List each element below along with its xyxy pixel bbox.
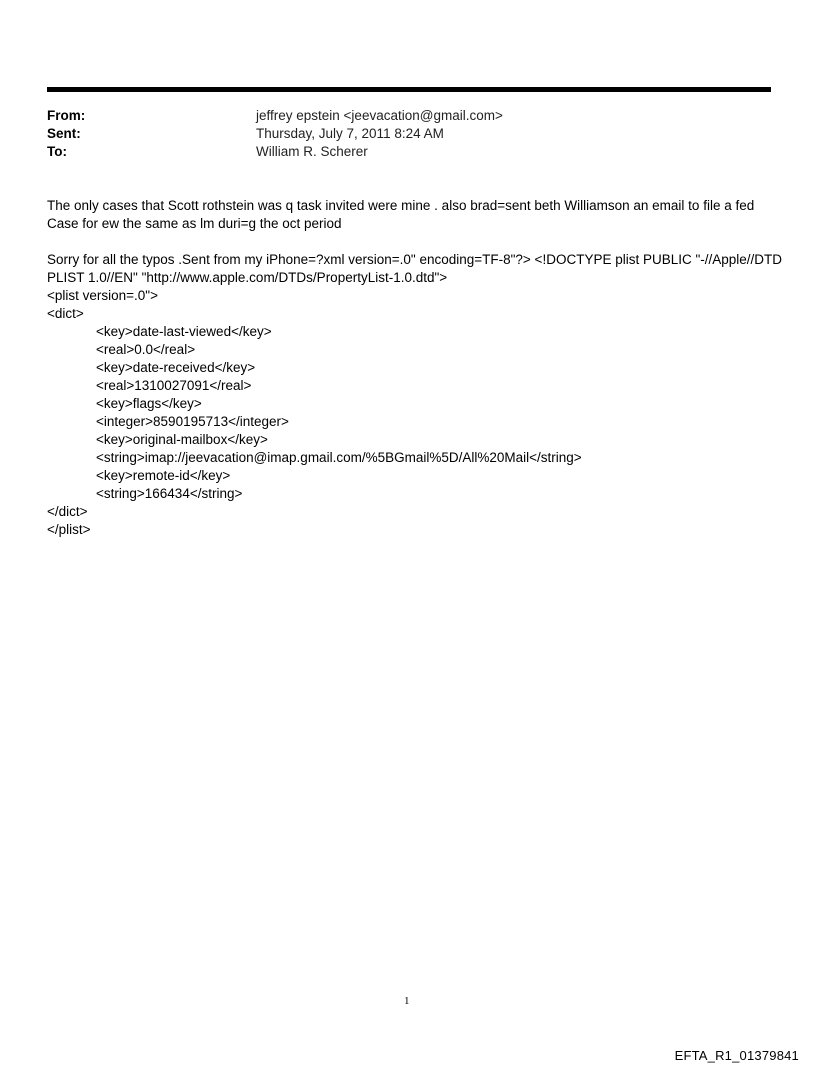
from-label: From: xyxy=(47,108,86,123)
sent-label: Sent: xyxy=(47,126,81,141)
plist-line: <key>date-last-viewed</key> xyxy=(96,324,272,339)
plist-line: <dict> xyxy=(47,306,84,321)
plist-line: <real>0.0</real> xyxy=(96,342,196,357)
plist-line: <key>date-received</key> xyxy=(96,360,256,375)
document-id: EFTA_R1_01379841 xyxy=(674,1048,799,1063)
sent-row xyxy=(47,125,771,143)
header-divider xyxy=(47,87,771,92)
message-paragraph-2-line-2: PLIST 1.0//EN" "http://www.apple.com/DTDs/PropertyList-1.0.dtd"> xyxy=(47,270,448,285)
plist-line: <key>remote-id</key> xyxy=(96,468,231,483)
message-paragraph-2-line-1: Sorry for all the typos .Sent from my iPhone=?xml version=.0" encoding=TF-8"?> <!DOCTYPE plist PUBLIC "-//Apple//DTD xyxy=(47,252,783,267)
sent-value: Thursday, July 7, 2011 8:24 AM xyxy=(256,126,444,141)
plist-line: </dict> xyxy=(47,504,88,519)
plist-line: <integer>8590195713</integer> xyxy=(96,414,289,429)
to-row xyxy=(47,143,771,161)
from-value: jeffrey epstein <jeevacation@gmail.com> xyxy=(256,108,503,123)
plist-line: <key>flags</key> xyxy=(96,396,202,411)
to-label: To: xyxy=(47,144,67,159)
message-paragraph-1-line-2: Case for ew the same as lm duri=g the oct period xyxy=(47,216,342,231)
plist-line: <plist version=.0"> xyxy=(47,288,158,303)
plist-line: <string>imap://jeevacation@imap.gmail.com/%5BGmail%5D/All%20Mail</string> xyxy=(96,450,582,465)
plist-line: <real>1310027091</real> xyxy=(96,378,252,393)
plist-line: <key>original-mailbox</key> xyxy=(96,432,268,447)
plist-line: </plist> xyxy=(47,522,91,537)
from-row xyxy=(47,107,771,125)
message-paragraph-1-line-1: The only cases that Scott rothstein was q task invited were mine . also brad=sent beth Williamson an email to file a fed xyxy=(47,198,755,213)
page-number: 1 xyxy=(404,995,410,1007)
to-value: William R. Scherer xyxy=(256,144,368,159)
plist-line: <string>166434</string> xyxy=(96,486,243,501)
